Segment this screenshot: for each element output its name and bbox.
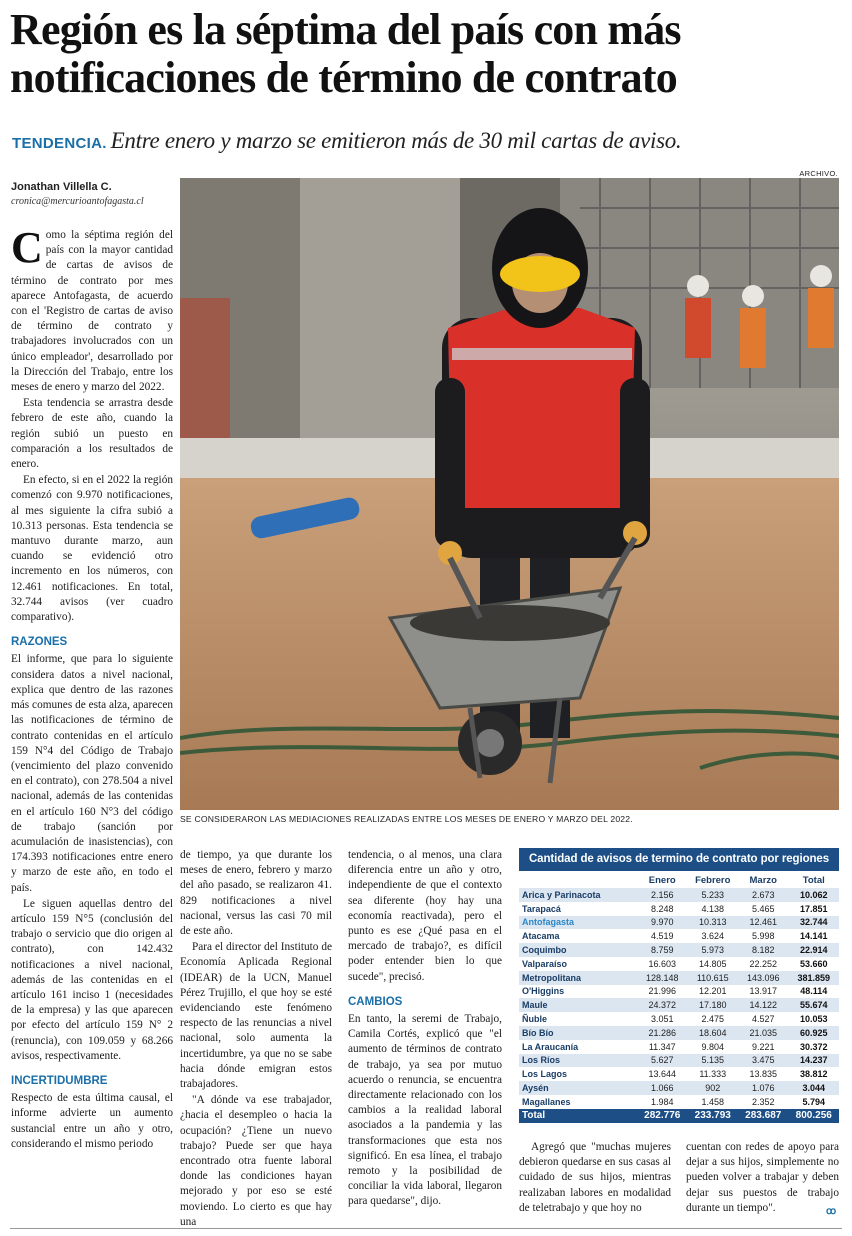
region-cell: Tarapacá — [522, 903, 561, 914]
region-cell: Aysén — [519, 1081, 637, 1095]
table-title: Cantidad de avisos de termino de contrato por regiones — [519, 848, 839, 871]
table — [519, 871, 839, 1123]
marzo-cell: 143.096 — [738, 971, 789, 985]
marzo-cell: 2.352 — [751, 1096, 775, 1107]
febrero-cell: 902 — [688, 1081, 739, 1095]
total-cell: 14.141 — [799, 931, 828, 942]
table-row — [519, 888, 839, 902]
enero-cell: 5.627 — [637, 1054, 688, 1068]
marzo-cell: 3.475 — [738, 1054, 789, 1068]
enero-cell: 16.603 — [648, 958, 677, 969]
table-row — [519, 957, 839, 971]
region-cell: Los Ríos — [519, 1054, 637, 1068]
paragraph: Respecto de esta última causal, el informe advierte un aumento sustancial entre un año y otro, considerando el mismo periodo — [11, 1092, 173, 1150]
section-heading-razones: RAZONES — [11, 636, 68, 649]
total-cell: 3.044 — [789, 1081, 840, 1095]
region-cell: Antofagasta — [519, 916, 637, 930]
total-febrero-cell: 233.793 — [688, 1109, 739, 1123]
paragraph: En tanto, la seremi de Trabajo, Camila Cortés, explicó que "el aumento de términos de contrato de trabajo, ya sea por mutuo acuerdo o renuncia, se encuentra directamente relacionado con los cambios a la realidad laboral asociados a la pandemia y las transformaciones que esta nos significó. En esa línea, el trabajo remoto y la posibilidad de conciliar la vida laboral, llegaron para quedarse", dijo. — [348, 1013, 502, 1208]
febrero-cell: 1.458 — [701, 1096, 725, 1107]
total-cell: 48.114 — [800, 986, 828, 997]
author-email[interactable]: cronica@mercurioantofagasta.cl — [11, 196, 144, 207]
region-cell: Bío Bío — [519, 1026, 637, 1040]
paragraph: tendencia, o al menos, una clara diferencia entre un año y otro, independiente de que el contexto sea diferente (hoy hay una economía reactivada), pero el punto es ese ¿Qué pasa en el mercado de trabajo?, es difícil poder entender bien lo que sucede", precisó. — [348, 849, 502, 983]
table-row — [519, 1012, 839, 1026]
table-row — [519, 1095, 839, 1109]
table-row — [519, 916, 839, 930]
febrero-cell: 110.615 — [688, 971, 739, 985]
enero-cell: 13.644 — [648, 1069, 677, 1080]
table-total-row — [519, 1109, 839, 1123]
total-cell: 14.237 — [789, 1054, 840, 1068]
subhead — [12, 128, 842, 154]
headline: Región es la séptima del país con más notificaciones de término de contrato — [10, 5, 681, 102]
paragraph: de tiempo, ya que durante los meses de enero, febrero y marzo del año pasado, se realizaron 41. 829 notificaciones a nivel nacional, versus las casi 70 mil de este año. — [180, 849, 332, 938]
column-header: Febrero — [688, 871, 739, 888]
column-2 — [180, 848, 332, 1231]
febrero-cell: 18.604 — [688, 1026, 739, 1040]
paragraph: Para el director del Instituto de Economía Aplicada Regional (IDEAR) de la UCN, Manuel Pérez Trujillo, el que hoy se esté evidenciando este fenómeno respecto de las renuncias a nivel nacional, solo aumenta la incertidumbre, ya que no se sabe hacia dónde emigran estos trabajadores. — [180, 941, 332, 1091]
table-row — [519, 929, 839, 943]
total-cell: 381.859 — [789, 971, 840, 985]
byline — [11, 181, 176, 207]
marzo-cell: 2.673 — [738, 888, 789, 902]
table-header-row — [519, 871, 839, 888]
febrero-cell: 4.138 — [701, 903, 725, 914]
enero-cell: 21.286 — [637, 1026, 688, 1040]
enero-cell: 1.066 — [637, 1081, 688, 1095]
total-cell: 55.674 — [789, 998, 840, 1012]
marzo-cell: 12.461 — [738, 916, 789, 930]
febrero-cell: 10.313 — [688, 916, 739, 930]
total-enero-cell: 282.776 — [637, 1109, 688, 1123]
enero-cell: 1.984 — [650, 1096, 674, 1107]
article-photo — [180, 178, 839, 810]
column-3 — [348, 848, 502, 1211]
enero-cell: 4.519 — [650, 931, 674, 942]
enero-cell: 2.156 — [637, 888, 688, 902]
total-marzo-cell: 283.687 — [738, 1109, 789, 1123]
table-row — [519, 998, 839, 1012]
marzo-cell: 14.122 — [738, 998, 789, 1012]
febrero-cell: 5.233 — [688, 888, 739, 902]
column-4 — [519, 1140, 671, 1217]
section-heading-cambios: CAMBIOS — [348, 995, 403, 1008]
table-row — [519, 1081, 839, 1095]
total-cell: 60.925 — [789, 1026, 840, 1040]
total-total-cell: 800.256 — [789, 1109, 840, 1123]
photo-credit: ARCHIVO. — [799, 169, 838, 178]
table-row — [519, 1067, 839, 1081]
table-row — [519, 1054, 839, 1068]
table-row — [519, 1026, 839, 1040]
region-cell: Ñuble — [522, 1014, 548, 1025]
total-cell: 22.914 — [789, 943, 840, 957]
total-cell: 10.053 — [799, 1014, 828, 1025]
enero-cell: 3.051 — [650, 1014, 674, 1025]
end-mark-icon: ꝏ — [826, 1206, 837, 1217]
table-row — [519, 1040, 839, 1054]
paragraph: Como la séptima región del país con la mayor cantidad de cartas de avisos de término de contrato por mes aparece Antofagasta, de acuerdo con el 'Registro de cartas de aviso de término de contrato y trabajadores involucrados con un único empleador', desarrollado por la Dirección del Trabajo, entre los meses de enero y marzo del 2022. — [11, 223, 173, 394]
febrero-cell: 3.624 — [701, 931, 725, 942]
enero-cell: 9.970 — [637, 916, 688, 930]
marzo-cell: 1.076 — [738, 1081, 789, 1095]
paragraph: Esta tendencia se arrastra desde febrero de este año, cuando la región subió un puesto en comparación a los resultados de enero. — [11, 397, 173, 471]
total-cell: 32.744 — [789, 916, 840, 930]
region-cell: Magallanes — [522, 1096, 571, 1107]
region-cell: Arica y Parinacota — [519, 888, 637, 902]
marzo-cell: 21.035 — [738, 1026, 789, 1040]
paragraph: cuentan con redes de apoyo para dejar a sus hijos, simplemente no pueden volver a trabajar y deben dejar sus puestos de trabajo durante un tiempo". — [686, 1141, 839, 1214]
region-cell: Valparaíso — [522, 958, 568, 969]
author-name: Jonathan Villella C. — [11, 181, 112, 193]
bottom-rule — [10, 1228, 842, 1229]
paragraph: "A dónde va ese trabajador, ¿hacia el desempleo o hacia la ocupación? ¿Tiene un nuevo trabajo? Puede ser que haya encontrado otra fuente laboral donde las condiciones hayan mejorado y por eso se esté moviendo. Lo cierto es que hay una — [180, 1094, 332, 1228]
febrero-cell: 12.201 — [698, 986, 727, 997]
marzo-cell: 13.835 — [749, 1069, 778, 1080]
region-cell: O'Higgins — [522, 986, 565, 997]
region-cell: Atacama — [522, 931, 560, 942]
table-row — [519, 902, 839, 916]
region-cell: Coquimbo — [519, 943, 637, 957]
total-label-cell: Total — [519, 1109, 637, 1123]
febrero-cell: 9.804 — [701, 1041, 725, 1052]
marzo-cell: 9.221 — [751, 1041, 775, 1052]
column-header-region — [519, 871, 637, 888]
febrero-cell: 11.333 — [699, 1069, 727, 1080]
marzo-cell: 4.527 — [751, 1014, 775, 1025]
febrero-cell: 17.180 — [688, 998, 739, 1012]
worker-wheelbarrow-illustration — [180, 178, 839, 810]
kicker: TENDENCIA. — [12, 135, 107, 152]
paragraph: Agregó que "muchas mujeres debieron quedarse en sus casas al cuidado de sus hijos, mientras realizaban labores en modalidad de teletrabajo y que hoy no — [519, 1141, 671, 1214]
column-5 — [686, 1140, 839, 1217]
total-cell: 5.794 — [802, 1096, 826, 1107]
marzo-cell: 22.252 — [749, 958, 778, 969]
column-header: Total — [789, 871, 840, 888]
marzo-cell: 5.998 — [751, 931, 775, 942]
total-cell: 17.851 — [799, 903, 828, 914]
paragraph: El informe, que para lo siguiente considera datos a nivel nacional, explica que dentro de las razones más comunes de esta alza, aparecen las notificaciones de término de contrato contenidas en el artículo 159 N°4 del Código de Trabajo (vencimiento del plazo convenido en el contrato), con 278.504 a nivel nacional, además de las contenidas en el artículo 160 N°3 del código de trabajo (sanción por acumulación de inasistencias), con 174.393 notificaciones entre enero y marzo de este año, en todo el país. — [11, 653, 173, 894]
marzo-cell: 5.465 — [751, 903, 775, 914]
marzo-cell: 8.182 — [738, 943, 789, 957]
enero-cell: 24.372 — [637, 998, 688, 1012]
table-row — [519, 985, 839, 999]
enero-cell: 11.347 — [648, 1041, 676, 1052]
enero-cell: 8.248 — [650, 903, 674, 914]
enero-cell: 8.759 — [637, 943, 688, 957]
column-header: Enero — [637, 871, 688, 888]
febrero-cell: 14.805 — [698, 958, 727, 969]
column-1 — [11, 223, 173, 1153]
region-cell: Metropolitana — [519, 971, 637, 985]
region-cell: La Araucanía — [522, 1041, 579, 1052]
section-heading-incertidumbre: INCERTIDUMBRE — [11, 1074, 108, 1087]
table-row — [519, 971, 839, 985]
marzo-cell: 13.917 — [749, 986, 778, 997]
table-body — [519, 888, 839, 1123]
region-cell: Los Lagos — [522, 1069, 568, 1080]
table-row — [519, 943, 839, 957]
total-cell: 10.062 — [789, 888, 840, 902]
enero-cell: 21.996 — [648, 986, 677, 997]
drop-cap: C — [11, 223, 43, 272]
febrero-cell: 5.135 — [688, 1054, 739, 1068]
total-cell: 38.812 — [799, 1069, 828, 1080]
febrero-cell: 5.973 — [688, 943, 739, 957]
photo-caption: SE CONSIDERARON LAS MEDIACIONES REALIZADAS ENTRE LOS MESES DE ENERO Y MARZO DEL 2022. — [180, 814, 633, 824]
enero-cell: 128.148 — [637, 971, 688, 985]
regions-table — [519, 848, 839, 1123]
febrero-cell: 2.475 — [701, 1014, 725, 1025]
deck: Entre enero y marzo se emitieron más de 30 mil cartas de aviso. — [110, 128, 682, 153]
paragraph: Le siguen aquellas dentro del artículo 159 N°5 (conclusión del trabajo o servicio que dio origen al contrato), con 142.432 notificaciones a nivel nacional, además de las contenidas en el artículo 161 inciso 1 (necesidades de la empresa) y las que aparecen por efecto del artículo 159 N° 2 (renuncia), con 109.059 y 68.266 avisos, respectivamente. — [11, 897, 173, 1062]
total-cell: 53.660 — [799, 958, 828, 969]
column-header: Marzo — [738, 871, 789, 888]
total-cell: 30.372 — [799, 1041, 828, 1052]
paragraph: En efecto, si en el 2022 la región comenzó con 9.970 notificaciones, al mes siguiente la cifra subió a 10.313 personas. Esta tendencia se mantuvo durante marzo, aun cuando se evidenció otro incremento en los números, con 12.461 notificaciones. En total, 32.744 avisos (ver cuadro comparativo). — [11, 474, 173, 624]
region-cell: Maule — [519, 998, 637, 1012]
